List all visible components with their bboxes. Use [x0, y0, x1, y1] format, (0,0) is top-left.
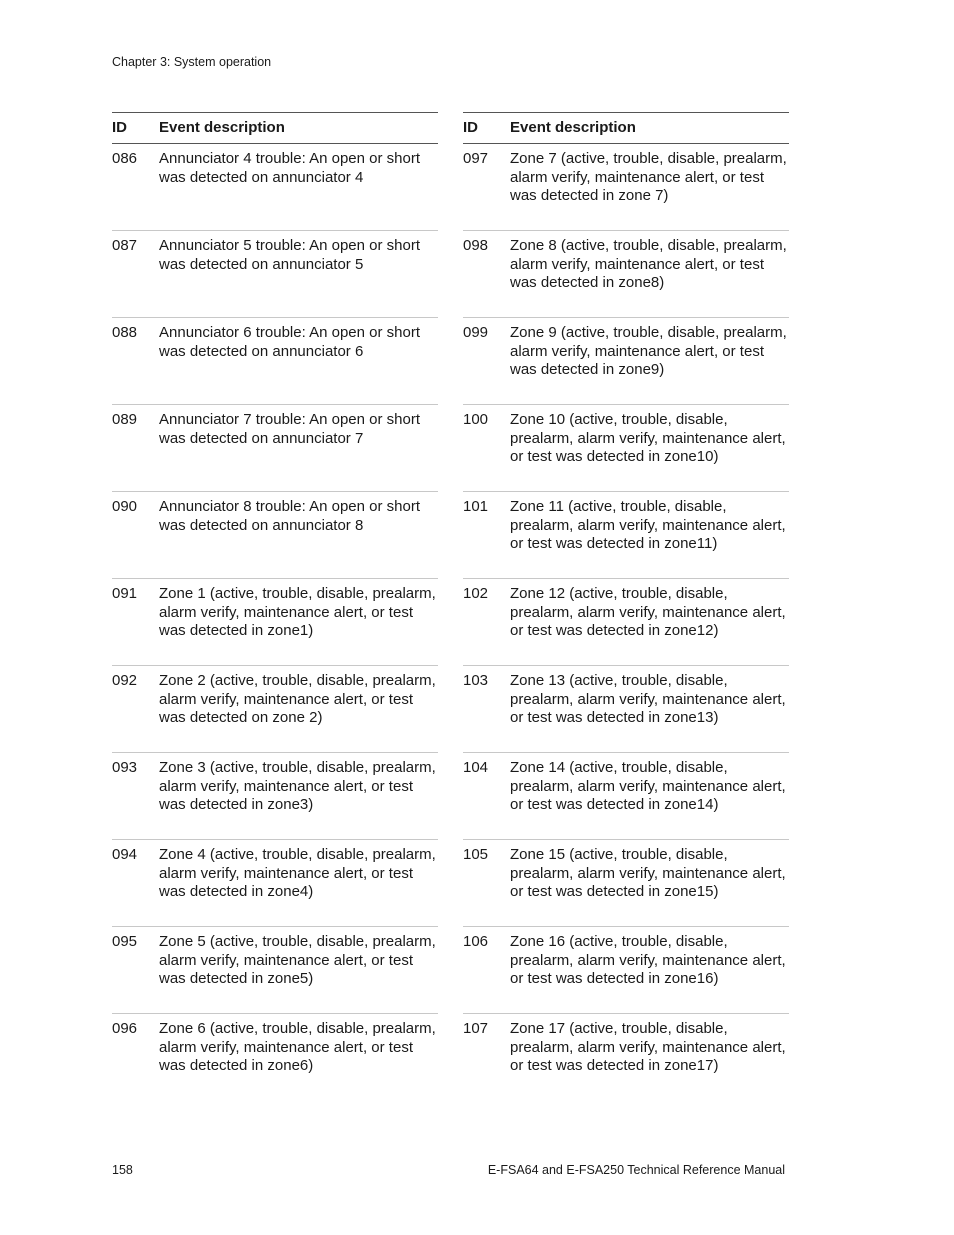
column-header-description: Event description [159, 113, 438, 144]
event-description: Zone 11 (active, trouble, disable, prealarm, alarm verify, maintenance alert, or test was detected in zone11) [510, 492, 789, 579]
event-description: Zone 7 (active, trouble, disable, prealarm, alarm verify, maintenance alert, or test was detected in zone 7) [510, 150, 787, 205]
event-description: Zone 15 (active, trouble, disable, prealarm, alarm verify, maintenance alert, or test was detected in zone15) [510, 840, 789, 927]
event-description: Zone 10 (active, trouble, disable, prealarm, alarm verify, maintenance alert, or test was detected in zone10) [510, 405, 789, 492]
event-id: 104 [463, 753, 510, 840]
event-description: Zone 12 (active, trouble, disable, prealarm, alarm verify, maintenance alert, or test was detected in zone12) [510, 579, 789, 666]
table-row [112, 927, 438, 1014]
column-header-description: Event description [510, 113, 789, 144]
event-id: 092 [112, 666, 159, 753]
event-description: Annunciator 8 trouble: An open or short was detected on annunciator 8 [159, 492, 438, 579]
table-header-row [463, 113, 789, 144]
event-rows-left [112, 144, 438, 1101]
manual-title: E-FSA64 and E-FSA250 Technical Reference Manual [487, 1163, 785, 1177]
event-id: 103 [463, 666, 510, 753]
event-description: Annunciator 4 trouble: An open or short was detected on annunciator 4 [159, 150, 421, 186]
event-description: Zone 13 (active, trouble, disable, prealarm, alarm verify, maintenance alert, or test was detected in zone13) [510, 666, 789, 753]
event-id: 095 [112, 927, 159, 1014]
table-row [112, 840, 438, 927]
event-table-right [463, 112, 789, 1101]
page-number: 158 [112, 1163, 133, 1177]
table-row [463, 492, 789, 579]
column-header-id: ID [463, 113, 510, 144]
table-row [463, 927, 789, 1014]
event-table-left [112, 112, 438, 1101]
event-id: 090 [112, 492, 159, 579]
event-id: 097 [463, 150, 489, 167]
event-description: Annunciator 7 trouble: An open or short was detected on annunciator 7 [159, 405, 438, 492]
event-id: 101 [463, 492, 510, 579]
table-row [112, 753, 438, 840]
table-row [463, 666, 789, 753]
table-row [112, 231, 438, 318]
event-id: 087 [112, 231, 159, 318]
table-row [463, 753, 789, 840]
table-row [112, 405, 438, 492]
event-description: Zone 2 (active, trouble, disable, prealarm, alarm verify, maintenance alert, or test was detected on zone 2) [159, 666, 438, 753]
table-row [463, 318, 789, 405]
table-row [463, 840, 789, 927]
event-id: 094 [112, 840, 159, 927]
event-description: Zone 16 (active, trouble, disable, prealarm, alarm verify, maintenance alert, or test was detected in zone16) [510, 927, 789, 1014]
event-description: Annunciator 6 trouble: An open or short was detected on annunciator 6 [159, 318, 438, 405]
event-description: Zone 5 (active, trouble, disable, prealarm, alarm verify, maintenance alert, or test was detected in zone5) [159, 927, 438, 1014]
table-row [112, 318, 438, 405]
event-id: 091 [112, 579, 159, 666]
event-id: 086 [112, 150, 138, 167]
event-id: 106 [463, 927, 510, 1014]
event-description: Zone 9 (active, trouble, disable, prealarm, alarm verify, maintenance alert, or test was detected in zone9) [510, 318, 789, 405]
table-row [112, 492, 438, 579]
table-row [112, 144, 438, 231]
event-description: Zone 4 (active, trouble, disable, prealarm, alarm verify, maintenance alert, or test was detected in zone4) [159, 840, 438, 927]
table-row [463, 579, 789, 666]
event-description: Zone 3 (active, trouble, disable, prealarm, alarm verify, maintenance alert, or test was detected in zone3) [159, 753, 438, 840]
table-row [463, 1014, 789, 1101]
event-id: 098 [463, 231, 510, 318]
event-description: Zone 8 (active, trouble, disable, prealarm, alarm verify, maintenance alert, or test was detected in zone8) [510, 231, 789, 318]
event-description: Zone 1 (active, trouble, disable, prealarm, alarm verify, maintenance alert, or test was detected in zone1) [159, 579, 438, 666]
event-id: 100 [463, 405, 510, 492]
event-id: 102 [463, 579, 510, 666]
event-description: Zone 6 (active, trouble, disable, prealarm, alarm verify, maintenance alert, or test was detected in zone6) [159, 1014, 438, 1101]
table-header-row [112, 113, 438, 144]
event-description: Zone 17 (active, trouble, disable, prealarm, alarm verify, maintenance alert, or test was detected in zone17) [510, 1014, 789, 1101]
table-row [463, 231, 789, 318]
table-row [112, 1014, 438, 1101]
table-row [112, 579, 438, 666]
table-row [463, 144, 789, 231]
event-id: 093 [112, 753, 159, 840]
column-header-id: ID [112, 113, 159, 144]
event-description: Annunciator 5 trouble: An open or short was detected on annunciator 5 [159, 231, 438, 318]
event-rows-right [463, 144, 789, 1101]
event-id: 096 [112, 1014, 159, 1101]
event-id: 099 [463, 318, 510, 405]
event-id: 105 [463, 840, 510, 927]
event-id: 107 [463, 1014, 510, 1101]
table-row [112, 666, 438, 753]
event-id: 088 [112, 318, 159, 405]
running-header: Chapter 3: System operation [112, 55, 272, 69]
event-description: Zone 14 (active, trouble, disable, prealarm, alarm verify, maintenance alert, or test was detected in zone14) [510, 753, 789, 840]
event-id: 089 [112, 405, 159, 492]
table-row [463, 405, 789, 492]
